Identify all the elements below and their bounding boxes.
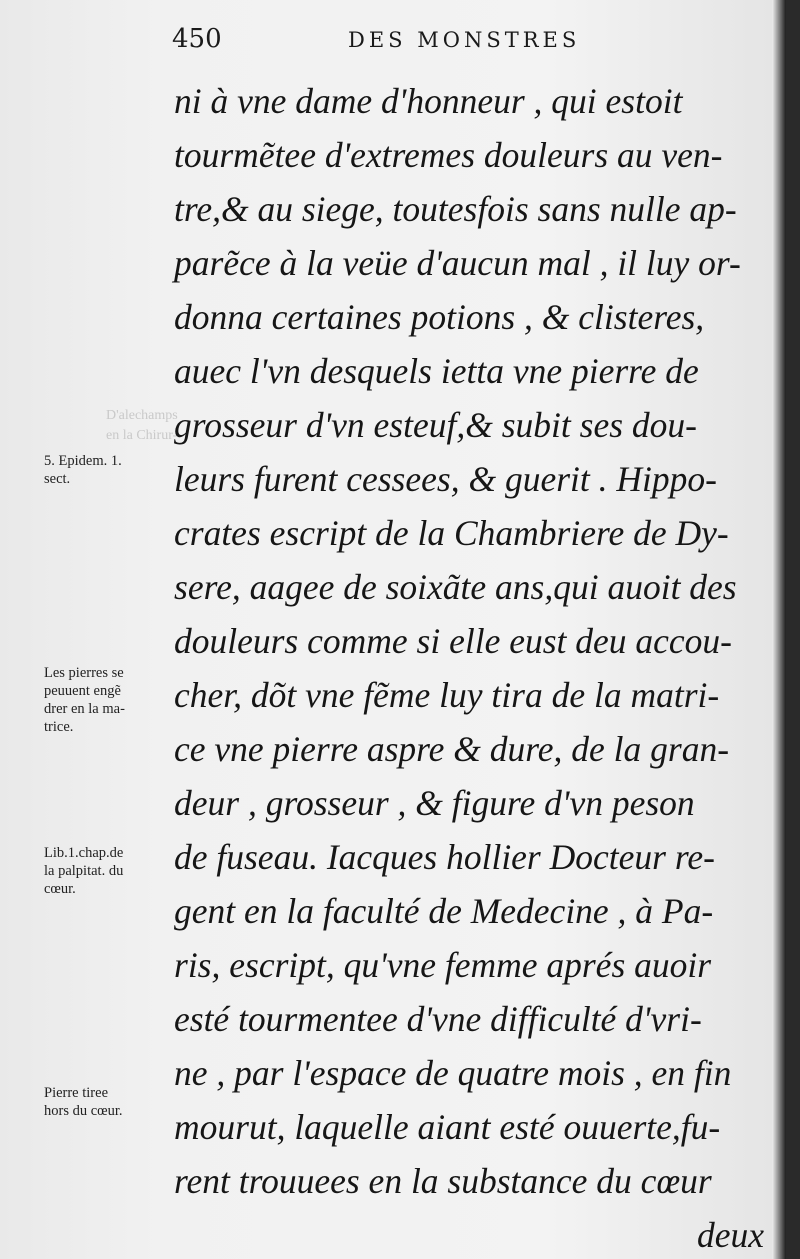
margin-note-line: drer en la ma-: [44, 701, 125, 717]
text-line: leurs furent cessees, & guerit . Hippo-: [174, 459, 717, 499]
margin-note-line: la palpitat. du: [44, 863, 124, 879]
main-text-block: [174, 74, 764, 1259]
margin-note-line: Pierre tiree: [44, 1085, 109, 1101]
text-line: auec l'vn desquels ietta vne pierre de: [174, 351, 699, 391]
page-edge-shadow: [772, 0, 786, 1259]
margin-note-line: Lib.1.chap.de: [44, 845, 124, 861]
text-line: parẽce à la veüe d'aucun mal , il luy or-: [174, 243, 741, 283]
text-line: rent trouuees en la substance du cœur: [174, 1161, 712, 1201]
bleed-line: en la Chirur-: [106, 428, 178, 443]
page-header: [172, 24, 612, 64]
margin-note-line: hors du cœur.: [44, 1103, 123, 1119]
text-line: tourmẽtee d'extremes douleurs au ven-: [174, 135, 723, 175]
margin-note-line: trice.: [44, 719, 74, 735]
text-line: gent en la faculté de Medecine , à Pa-: [174, 891, 714, 931]
text-line: ne , par l'espace de quatre mois , en fin: [174, 1053, 732, 1093]
margin-note-line: peuuent engẽ: [44, 683, 121, 699]
margin-note-line: cœur.: [44, 881, 76, 897]
text-line: de fuseau. Iacques hollier Docteur re-: [174, 837, 715, 877]
margin-note-epidem: [44, 452, 174, 488]
text-line: donna certaines potions , & clisteres,: [174, 297, 705, 337]
text-line: mourut, laquelle aiant esté ouuerte,fu-: [174, 1107, 721, 1147]
margin-note-pierre-coeur: [44, 1084, 174, 1120]
catchword: deux: [696, 1215, 764, 1255]
bleed-line: D'alechamps: [106, 408, 178, 423]
text-line: esté tourmentee d'vne difficulté d'vri-: [174, 999, 702, 1039]
text-line: douleurs comme si elle eust deu accou-: [174, 621, 732, 661]
margin-note-line: sect.: [44, 471, 71, 487]
text-line: cher, dõt vne fẽme luy tira de la matri-: [174, 675, 720, 715]
text-line: ni à vne dame d'honneur , qui estoit: [174, 81, 683, 121]
text-line: tre,& au siege, toutesfois sans nulle ap-: [174, 189, 737, 229]
text-line: deur , grosseur , & figure d'vn peson: [174, 783, 695, 823]
running-title: DES MONSTRES: [348, 28, 581, 52]
margin-note-line: 5. Epidem. 1.: [44, 453, 122, 469]
text-line: grosseur d'vn esteuf,& subit ses dou-: [174, 405, 697, 445]
text-line: ris, escript, qu'vne femme aprés auoir: [174, 945, 712, 985]
text-line: crates escript de la Chambriere de Dy-: [174, 513, 729, 553]
bleed-through-text: [46, 406, 178, 446]
margin-note-line: Les pierres se: [44, 665, 124, 681]
margin-note-lib-chap: [44, 844, 174, 898]
page-number: 450: [172, 24, 222, 54]
margin-note-pierres-matrice: [44, 664, 174, 736]
text-line: ce vne pierre aspre & dure, de la gran-: [174, 729, 730, 769]
text-line: sere, aagee de soixãte ans,qui auoit des: [174, 567, 737, 607]
